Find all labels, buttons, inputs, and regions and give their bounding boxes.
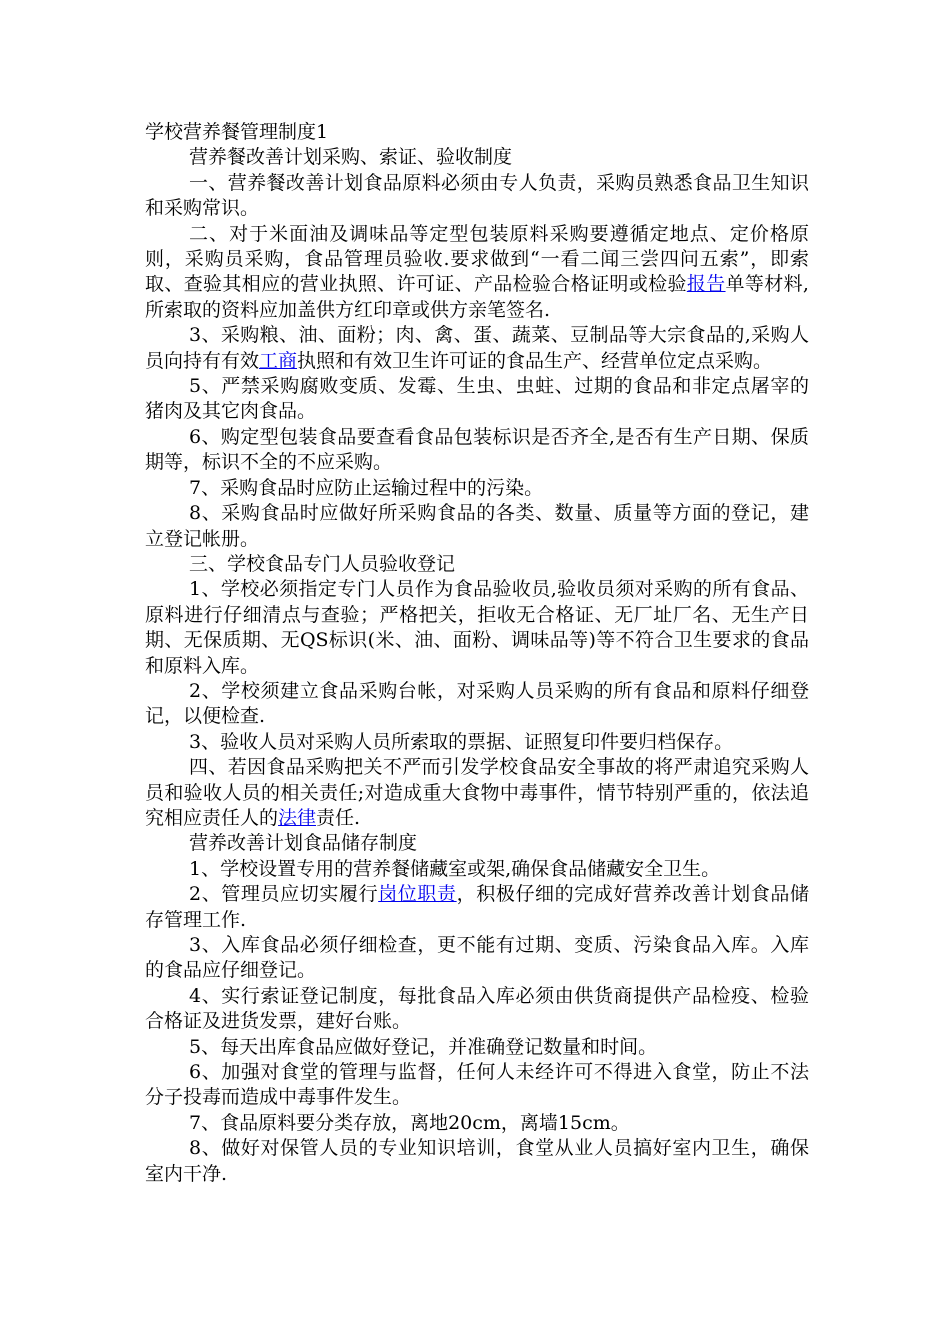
- link-law[interactable]: 法律: [278, 806, 317, 829]
- paragraph: 8、采购食品时应做好所采购食品的各类、数量、质量等方面的登记，建立登记帐册。: [145, 502, 809, 550]
- paragraph: 2、管理员应切实履行岗位职责，积极仔细的完成好营养改善计划食品储存管理工作.: [145, 883, 809, 931]
- paragraph: 三、学校食品专门人员验收登记: [189, 552, 456, 575]
- paragraph: 二、对于米面油及调味品等定型包装原料采购要遵循定地点、定价格原则，采购员采购，食品管理员验收.要求做到“一看二闻三尝四问五索”，即索取、查验其相应的营业执照、许可证、产品检验合格证明或检验报告单等材料,所索取的资料应加盖供方红印章或供方亲笔签名.: [145, 222, 809, 321]
- document-title: 学校营养餐管理制度1: [145, 121, 329, 143]
- link-job-duties[interactable]: 岗位职责: [378, 883, 457, 906]
- paragraph: 2、学校须建立食品采购台帐，对采购人员采购的所有食品和原料仔细登记，以便检查.: [145, 679, 809, 728]
- document-body: [145, 120, 809, 1187]
- paragraph: 6、购定型包装食品要查看食品包装标识是否齐全,是否有生产日期、保质期等，标识不全的不应采购。: [145, 425, 809, 474]
- paragraph: 5、严禁采购腐败变质、发霉、生虫、虫蛀、过期的食品和非定点屠宰的猪肉及其它肉食品。: [145, 375, 809, 423]
- paragraph: 7、食品原料要分类存放，离地20cm，离墙15cm。: [189, 1111, 630, 1134]
- paragraph: 7、采购食品时应防止运输过程中的污染。: [189, 476, 544, 499]
- paragraph: 1、学校设置专用的营养餐储藏室或架,确保食品储藏安全卫生。: [189, 857, 721, 880]
- paragraph: 营养餐改善计划采购、索证、验收制度: [189, 146, 513, 169]
- paragraph: 3、采购粮、油、面粉；肉、禽、蛋、蔬菜、豆制品等大宗食品的,采购人员向持有有效工商执照和有效卫生许可证的食品生产、经营单位定点采购。: [145, 324, 809, 372]
- link-report[interactable]: 报告: [686, 273, 726, 296]
- link-business[interactable]: 工商: [259, 349, 298, 372]
- paragraph: 1、学校必须指定专门人员作为食品验收员,验收员须对采购的所有食品、原料进行仔细清点与查验；严格把关，拒收无合格证、无厂址厂名、无生产日期、无保质期、无QS标识(米、油、面粉、调味品等)等不符合卫生要求的食品和原料入库。: [145, 578, 809, 677]
- paragraph: 6、加强对食堂的管理与监督，任何人未经许可不得进入食堂，防止不法分子投毒而造成中毒事件发生。: [145, 1061, 809, 1109]
- paragraph: 5、每天出库食品应做好登记，并准确登记数量和时间。: [189, 1035, 658, 1058]
- paragraph: 四、若因食品采购把关不严而引发学校食品安全事故的将严肃追究采购人员和验收人员的相关责任;对造成重大食物中毒事件，情节特别严重的，依法追究相应责任人的法律责任.: [145, 756, 809, 829]
- paragraph: 3、验收人员对采购人员所索取的票据、证照复印件要归档保存。: [189, 730, 734, 753]
- paragraph: 4、实行索证登记制度，每批食品入库必须由供货商提供产品检疫、检验合格证及进货发票，建好台账。: [145, 984, 809, 1033]
- paragraph: 营养改善计划食品储存制度: [189, 832, 418, 855]
- paragraph: 一、营养餐改善计划食品原料必须由专人负责，采购员熟悉食品卫生知识和采购常识。: [145, 171, 809, 220]
- paragraph: 8、做好对保管人员的专业知识培训，食堂从业人员搞好室内卫生，确保室内干净.: [145, 1137, 809, 1185]
- paragraph: 3、入库食品必须仔细检查，更不能有过期、变质、污染食品入库。入库的食品应仔细登记。: [145, 934, 809, 982]
